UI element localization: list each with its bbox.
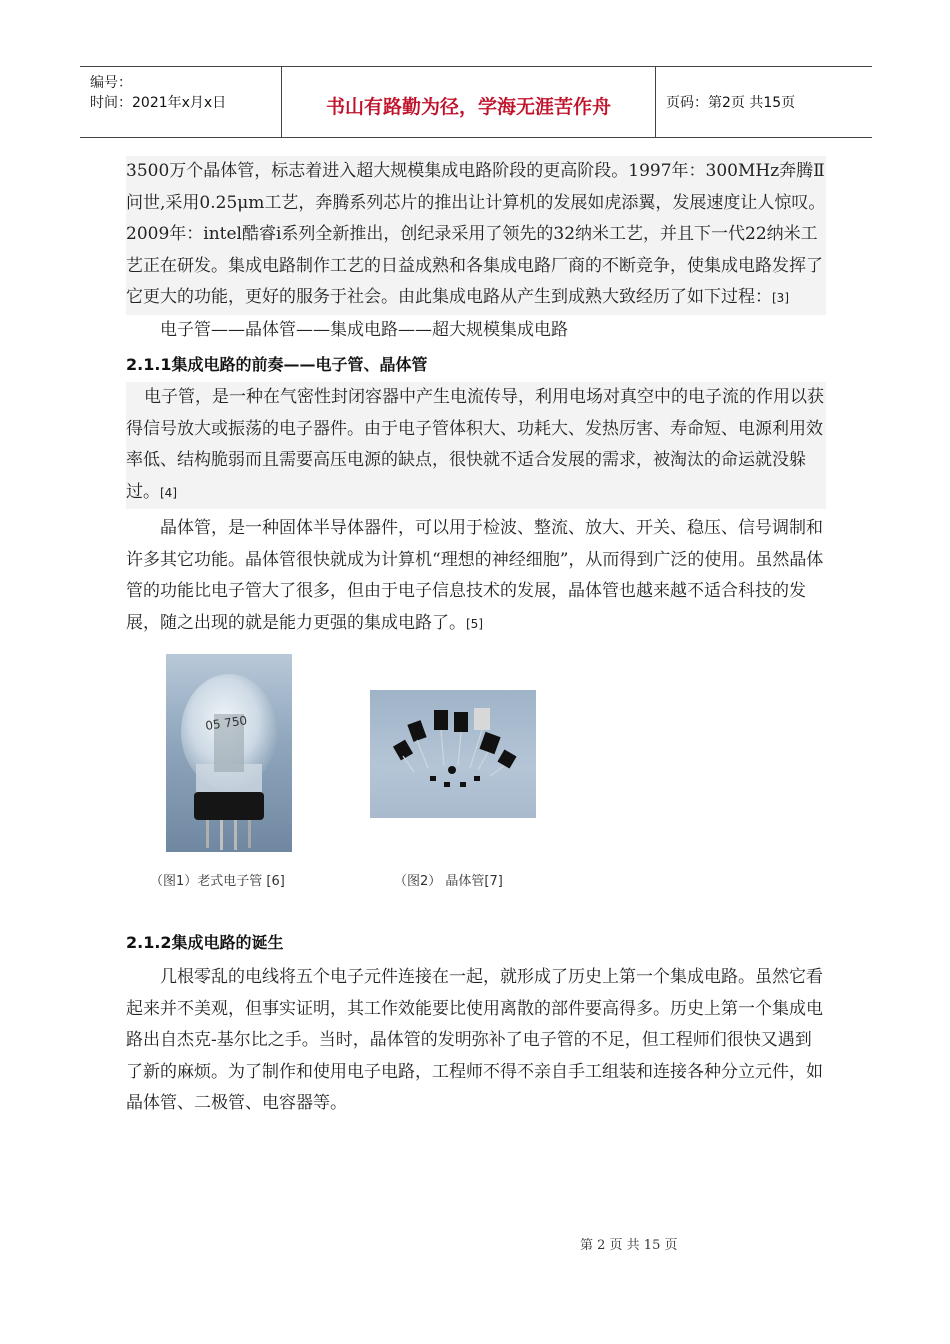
header-info xyxy=(80,67,282,137)
citation: [4] xyxy=(160,485,177,500)
header-motto: 书山有路勤为径，学海无涯苦作舟 xyxy=(282,67,656,137)
transistor-image xyxy=(370,690,536,818)
page-header xyxy=(80,66,872,138)
paragraph xyxy=(126,156,826,315)
header-page: 页码：第2页 共15页 xyxy=(666,95,796,111)
paragraph-text: 晶体管，是一种固体半导体器件，可以用于检波、整流、放大、开关、稳压、信号调制和许多其它功能。晶体管很快就成为计算机“理想的神经细胞”，从而得到广泛的使用。虽然晶体管的功能比电子管大了很多，但由于电子信息技术的发展，晶体管也越来越不适合科技的发展，随之出现的就是能力更强的集成电路了。 xyxy=(126,518,824,633)
paragraph-block xyxy=(126,382,826,509)
tube-print: 05 750 xyxy=(204,713,249,733)
vacuum-tube-illustration xyxy=(166,654,292,852)
document-body xyxy=(126,156,826,1120)
figure-row xyxy=(126,654,826,904)
paragraph-text: 电子管，是一种在气密性封闭容器中产生电流传导，利用电场对真空中的电子流的作用以获得信号放大或振荡的电子器件。由于电子管体积大、功耗大、发热厉害、寿命短、电源利用效率低、结构脆弱而且需要高压电源的缺点，很快就不适合发展的需求，被淘汰的命运就没躲过。 xyxy=(126,387,824,502)
vacuum-tube-image xyxy=(166,654,292,852)
process-line: 电子管——晶体管——集成电路——超大规模集成电路 xyxy=(160,319,568,340)
figure-caption: （图1）老式电子管 [6] xyxy=(150,874,285,889)
figure-caption: （图2） 晶体管[7] xyxy=(394,874,503,889)
paragraph xyxy=(126,382,826,509)
transistor-illustration xyxy=(370,690,536,818)
citation: [5] xyxy=(466,616,483,631)
paragraph: 几根零乱的电线将五个电子元件连接在一起，就形成了历史上第一个集成电路。虽然它看起来并不美观，但事实证明，其工作效能要比使用离散的部件要高得多。历史上第一个集成电路出自杰克-基尔比之手。当时，晶体管的发明弥补了电子管的不足，但工程师们很快又遇到了新的麻烦。为了制作和使用电子电路，工程师不得不亲自手工组装和连接各种分立元件，如晶体管、二极管、电容器等。 xyxy=(126,967,823,1113)
page-footer: 第 2 页 共 15 页 xyxy=(580,1238,678,1253)
header-number: 编号： xyxy=(90,75,132,91)
citation: [3] xyxy=(772,291,789,305)
paragraph-text: 3500万个晶体管，标志着进入超大规模集成电路阶段的更高阶段。1997年：300MHz奔腾Ⅱ问世,采用0.25μm工艺，奔腾系列芯片的推出让计算机的发展如虎添翼，发展速度让人惊叹。2009年：intel酷睿i系列全新推出，创纪录采用了领先的32纳米工艺，并且下一代22纳米工艺正在研发。集成电路制作工艺的日益成熟和各集成电路厂商的不断竞争，使集成电路发挥了它更大的功能，更好的服务于社会。由此集成电路从产生到成熟大致经历了如下过程： xyxy=(126,161,826,307)
paragraph-block xyxy=(126,156,826,315)
section-heading: 2.1.2集成电路的诞生 xyxy=(126,933,284,952)
header-date: 时间：2021年x月x日 xyxy=(90,95,227,111)
section-heading: 2.1.1集成电路的前奏——电子管、晶体管 xyxy=(126,355,428,374)
paragraph xyxy=(126,513,826,640)
